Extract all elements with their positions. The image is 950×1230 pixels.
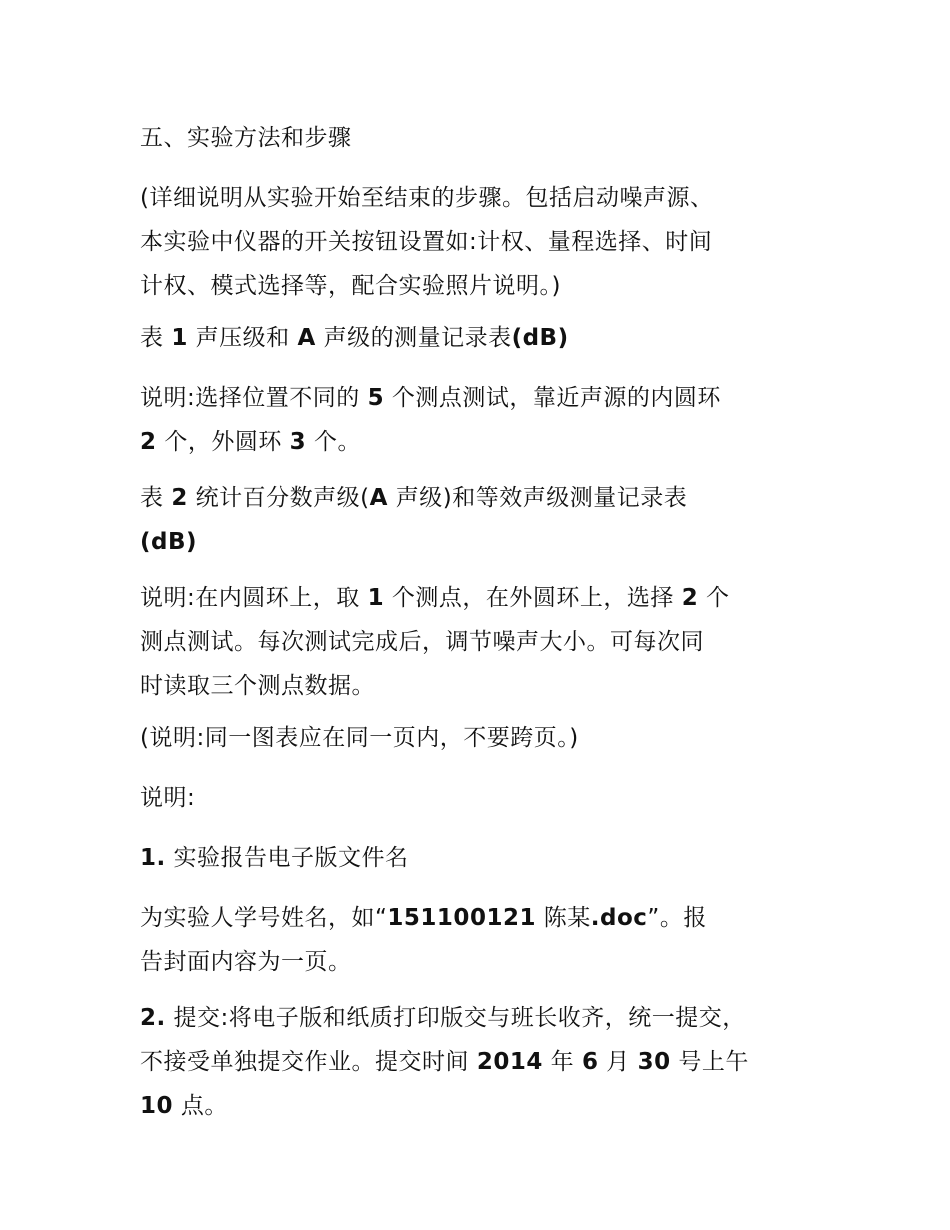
item-2: 2. 提交:将电子版和纸质打印版交与班长收齐，统一提交， 不接受单独提交作业。提交时间 2014 年 6 月 30 号上午 10 点。 [140,1005,749,1119]
notes-label: 说明: [140,785,196,811]
intro-paragraph [140,176,840,308]
item-1-title: 1. 实验报告电子版文件名 [140,845,409,871]
section-heading: 五、实验方法和步骤 [140,125,352,151]
intro-line-2: 本实验中仪器的开关按钮设置如:计权、量程选择、时间 [140,229,713,255]
table2-caption: 表 2 统计百分数声级(A 声级)和等效声级测量记录表 (dB) [140,485,688,555]
table1-caption: 表 1 声压级和 A 声级的测量记录表(dB) [140,325,569,351]
intro-line-3: 计权、模式选择等，配合实验照片说明。) [140,273,561,299]
note-2: 说明:在内圆环上，取 1 个测点，在外圆环上，选择 2 个 测点测试。每次测试完成后，调节噪声大小。可每次同 时读取三个测点数据。 [140,585,730,699]
note-1: 说明:选择位置不同的 5 个测点测试，靠近声源的内圆环 2 个，外圆环 3 个。 [140,385,721,455]
item-1-body: 为实验人学号姓名，如“151100121 陈某.doc”。报 告封面内容为一页。 [140,905,707,975]
intro-line-1: (详细说明从实验开始至结束的步骤。包括启动噪声源、 [140,185,714,211]
note-3: (说明:同一图表应在同一页内，不要跨页。) [140,725,579,751]
